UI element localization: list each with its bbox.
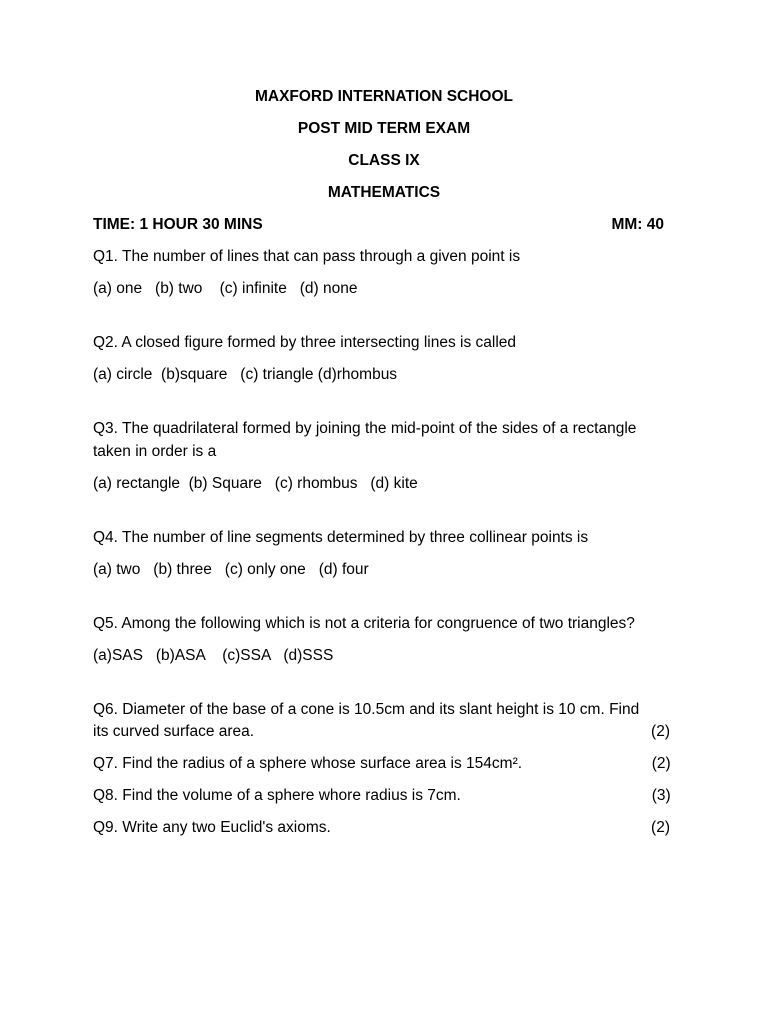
exam-title: POST MID TERM EXAM	[297, 120, 471, 137]
question-marks: (2)	[651, 723, 670, 740]
spacer	[93, 396, 675, 418]
question-5	[93, 613, 675, 668]
question-marks: (3)	[651, 787, 675, 804]
question-8	[93, 785, 675, 808]
class-label: CLASS IX	[348, 152, 420, 169]
question-text: Q8. Find the volume of a sphere whore radius is 7cm.	[93, 787, 461, 804]
question-text-line-2-row	[93, 721, 675, 744]
question-text: Q1. The number of lines that can pass through a given point is	[93, 248, 521, 265]
subject-label: MATHEMATICS	[327, 184, 441, 201]
spacer	[93, 591, 675, 613]
question-text: Q3. The quadrilateral formed by joining the mid-point of the sides of a rectangle taken in order is a	[93, 420, 637, 460]
question-options: (a) circle (b)square (c) triangle (d)rhombus	[93, 366, 398, 383]
question-options: (a)SAS (b)ASA (c)SSA (d)SSS	[93, 646, 334, 664]
question-2	[93, 332, 675, 387]
question-marks: (2)	[651, 755, 675, 772]
school-name: MAXFORD INTERNATION SCHOOL	[254, 88, 514, 105]
exam-paper	[93, 86, 675, 849]
question-options: (a) rectangle (b) Square (c) rhombus (d) kite	[93, 474, 418, 492]
question-options: (a) one (b) two (c) infinite (d) none	[93, 280, 358, 297]
question-marks: (2)	[651, 819, 670, 836]
max-marks-label: MM: 40	[611, 216, 664, 233]
spacer	[93, 505, 675, 527]
spacer	[93, 310, 675, 332]
question-text: Q9. Write any two Euclid's axioms.	[93, 819, 331, 836]
question-text: Q2. A closed figure formed by three intersecting lines is called	[93, 334, 517, 351]
question-text: Q5. Among the following which is not a criteria for congruence of two triangles?	[93, 614, 635, 632]
question-4	[93, 527, 675, 582]
question-text-line-2: its curved surface area.	[93, 723, 255, 740]
question-9	[93, 817, 675, 840]
exam-meta-row	[93, 214, 675, 237]
question-6	[93, 699, 675, 744]
question-1	[93, 246, 675, 301]
question-text-line-1: Q6. Diameter of the base of a cone is 10.5cm and its slant height is 10 cm. Find	[93, 700, 640, 718]
question-7	[93, 753, 675, 776]
question-options: (a) two (b) three (c) only one (d) four	[93, 560, 369, 578]
spacer	[93, 677, 675, 699]
time-label: TIME: 1 HOUR 30 MINS	[93, 216, 263, 233]
question-text: Q4. The number of line segments determined by three collinear points is	[93, 528, 589, 546]
question-text: Q7. Find the radius of a sphere whose surface area is 154cm².	[93, 755, 523, 772]
question-3	[93, 418, 675, 495]
